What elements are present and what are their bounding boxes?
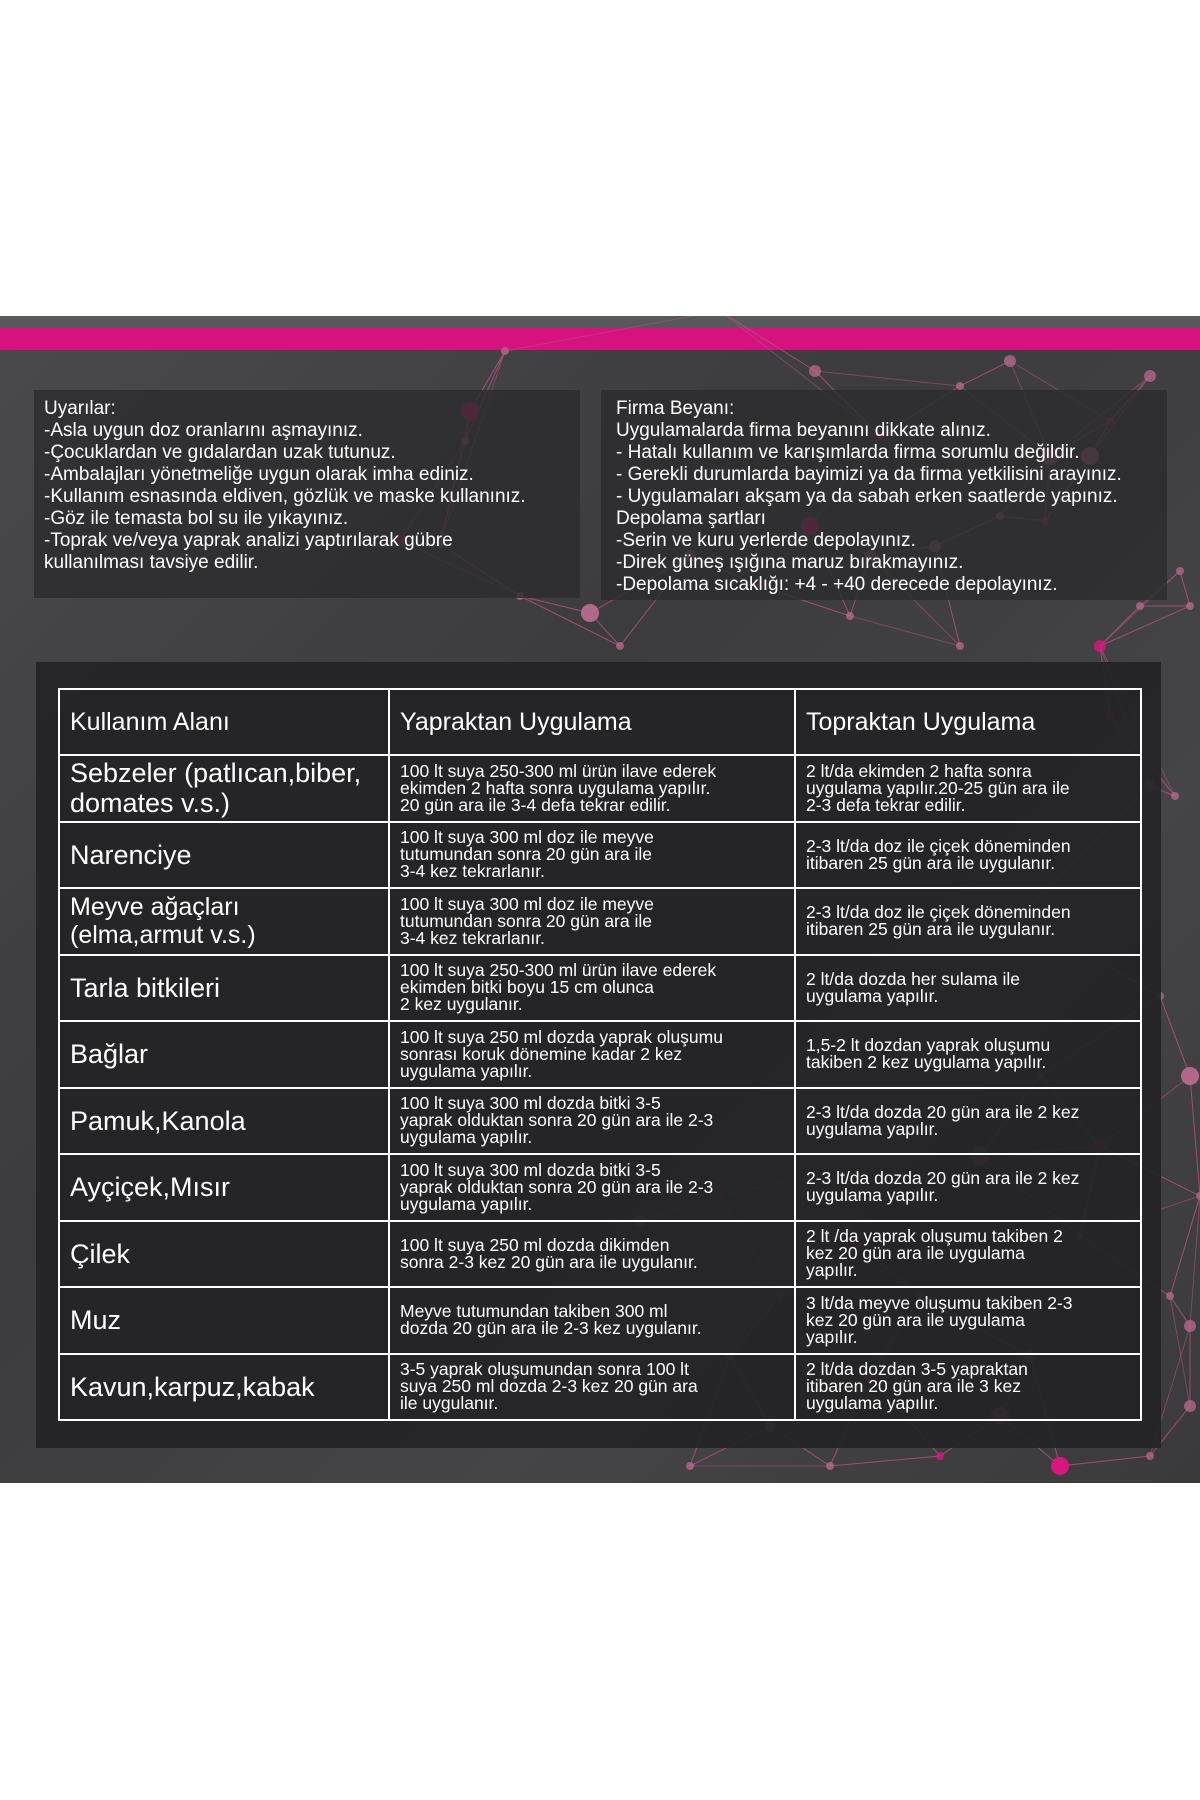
cell-line: uygulama yapılır. <box>806 1118 939 1139</box>
cell-line: ekimden 2 hafta sonra uygulama yapılır. <box>400 777 711 798</box>
network-link <box>830 1456 940 1466</box>
usage-area-cell <box>59 1154 389 1221</box>
table-row <box>59 1287 1141 1354</box>
usage-area-cell <box>59 1088 389 1155</box>
network-link <box>1170 1196 1200 1296</box>
label-panel <box>0 316 1200 1483</box>
soil-application-cell <box>795 1354 1141 1421</box>
cell-line: 2 lt/da dozda her sulama ile <box>806 968 1021 989</box>
cell-line: itibaren 20 gün ara ile 3 kez <box>806 1376 1021 1397</box>
network-node <box>581 604 599 622</box>
declaration-line: -Serin ve kuru yerlerde depolayınız. <box>616 530 916 551</box>
network-node <box>1144 370 1156 382</box>
cell-line: 2 lt /da yaprak oluşumu takiben 2 <box>806 1226 1063 1247</box>
cell-line: 3 lt/da meyve oluşumu takiben 2-3 <box>806 1292 1073 1313</box>
usage-area-cell <box>59 1221 389 1288</box>
network-node <box>1184 1400 1196 1412</box>
usage-area-cell <box>59 755 389 822</box>
network-link <box>1060 1456 1150 1466</box>
declaration-box <box>601 390 1167 600</box>
foliar-application-cell <box>389 955 795 1022</box>
cell-line: 100 lt suya 250-300 ml ürün ilave ederek <box>400 760 717 781</box>
cell-line: 100 lt suya 250 ml dozda yaprak oluşumu <box>400 1026 723 1047</box>
cell-line: Narenciye <box>70 839 192 870</box>
dosage-table <box>58 688 1142 1421</box>
network-link <box>1180 571 1190 606</box>
declaration-line: - Uygulamaları akşam ya da sabah erken saatlerde yapınız. <box>616 486 1118 507</box>
foliar-application-cell <box>389 755 795 822</box>
warning-line: -Ambalajları yönetmeliğe uygun olarak imha ediniz. <box>44 464 474 485</box>
network-link <box>1190 1196 1200 1326</box>
cell-line: 2-3 lt/da doz ile çiçek döneminden <box>806 835 1071 856</box>
foliar-application-cell <box>389 1354 795 1421</box>
soil-application-cell <box>795 1088 1141 1155</box>
cell-line: Muz <box>70 1305 122 1336</box>
cell-line: sonra 2-3 kez 20 gün ara ile uygulanır. <box>400 1251 698 1272</box>
network-node <box>936 1452 944 1460</box>
cell-line: Ayçiçek,Mısır <box>70 1172 231 1203</box>
cell-line: 3-5 yaprak oluşumundan sonra 100 lt <box>400 1359 689 1380</box>
foliar-application-cell <box>389 1021 795 1088</box>
cell-line: 3-4 kez tekrarlanır. <box>400 927 545 948</box>
cell-line: uygulama yapılır. <box>806 1185 939 1206</box>
cell-line: 2 lt/da dozdan 3-5 yapraktan <box>806 1359 1028 1380</box>
table-row <box>59 955 1141 1022</box>
table-row <box>59 1021 1141 1088</box>
warning-line: -Çocuklardan ve gıdalardan uzak tutunuz. <box>44 442 396 463</box>
warning-line: -Asla uygun doz oranlarını aşmayınız. <box>44 420 363 441</box>
foliar-application-cell <box>389 1088 795 1155</box>
network-node <box>846 612 854 620</box>
cell-line: 100 lt suya 300 ml dozda bitki 3-5 <box>400 1159 661 1180</box>
warning-line: Uyarılar: <box>44 398 116 419</box>
network-node <box>1051 1457 1069 1475</box>
network-link <box>850 616 960 646</box>
usage-area-cell <box>59 822 389 889</box>
cell-line: tutumundan sonra 20 gün ara ile <box>400 910 652 931</box>
table-row <box>59 822 1141 889</box>
network-node <box>1181 1067 1199 1085</box>
cell-line: Sebzeler (patlıcan,biber, <box>70 758 362 789</box>
cell-line: yaprak olduktan sonra 20 gün ara ile 2-3 <box>400 1110 714 1131</box>
cell-line: takiben 2 kez uygulama yapılır. <box>806 1052 1047 1073</box>
declaration-line: -Direk güneş ışığına maruz bırakmayınız. <box>616 552 964 573</box>
cell-line: yapılır. <box>806 1260 858 1281</box>
table-row <box>59 755 1141 822</box>
foliar-application-cell <box>389 1287 795 1354</box>
cell-line: Çilek <box>70 1238 131 1269</box>
cell-line: 100 lt suya 250 ml dozda dikimden <box>400 1234 670 1255</box>
usage-area-cell <box>59 1021 389 1088</box>
warning-line: kullanılması tavsiye edilir. <box>44 552 259 573</box>
network-node <box>809 365 821 377</box>
table-row <box>59 1354 1141 1421</box>
cell-line: kez 20 gün ara ile uygulama <box>806 1309 1025 1330</box>
cell-line: Meyve tutumundan takiben 300 ml <box>400 1301 668 1322</box>
cell-line: Meyve ağaçları <box>70 893 240 922</box>
network-link <box>505 316 720 351</box>
usage-area-cell <box>59 1287 389 1354</box>
table-row <box>59 1221 1141 1288</box>
soil-application-cell <box>795 1287 1141 1354</box>
network-node <box>1004 355 1016 367</box>
cell-line: 1,5-2 lt dozdan yaprak oluşumu <box>806 1035 1051 1056</box>
soil-application-cell <box>795 1221 1141 1288</box>
cell-line: 100 lt suya 300 ml doz ile meyve <box>400 893 654 914</box>
cell-line: uygulama yapılır. <box>400 1193 533 1214</box>
cell-line: uygulama yapılır. <box>400 1127 533 1148</box>
cell-line: kez 20 gün ara ile uygulama <box>806 1243 1025 1264</box>
cell-line: dozda 20 gün ara ile 2-3 kez uygulanır. <box>400 1318 702 1339</box>
table-panel <box>36 662 1161 1448</box>
cell-line: (elma,armut v.s.) <box>70 921 256 950</box>
warning-line: -Göz ile temasta bol su ile yıkayınız. <box>44 508 349 529</box>
network-node <box>1136 602 1144 610</box>
foliar-application-cell <box>389 1154 795 1221</box>
foliar-application-cell <box>389 1221 795 1288</box>
warnings-box <box>34 390 580 598</box>
warning-line: -Toprak ve/veya yaprak analizi yaptırılarak gübre <box>44 530 453 551</box>
header-foliar-application: Yapraktan Uygulama <box>389 689 795 755</box>
cell-line: suya 250 ml dozda 2-3 kez 20 gün ara <box>400 1376 698 1397</box>
table-row <box>59 888 1141 955</box>
network-node <box>1176 567 1184 575</box>
declaration-line: Uygulamalarda firma beyanını dikkate alınız. <box>616 420 991 441</box>
network-node <box>1196 1192 1200 1200</box>
network-node <box>686 1462 694 1470</box>
cell-line: 100 lt suya 250-300 ml ürün ilave ederek <box>400 960 717 981</box>
soil-application-cell <box>795 955 1141 1022</box>
network-node <box>826 1462 834 1470</box>
declaration-line: Firma Beyanı: <box>616 398 735 419</box>
network-node <box>1094 640 1106 652</box>
soil-application-cell <box>795 822 1141 889</box>
table-row <box>59 1154 1141 1221</box>
foliar-application-cell <box>389 822 795 889</box>
cell-line: domates v.s.) <box>70 788 231 819</box>
warning-line: -Kullanım esnasında eldiven, gözlük ve maske kullanınız. <box>44 486 526 507</box>
network-node <box>956 382 964 390</box>
cell-line: 100 lt suya 300 ml doz ile meyve <box>400 827 654 848</box>
soil-application-cell <box>795 888 1141 955</box>
network-link <box>1190 1076 1200 1196</box>
soil-application-cell <box>795 1154 1141 1221</box>
cell-line: 2 kez uygulanır. <box>400 994 523 1015</box>
declaration-line: - Gerekli durumlarda bayimizi ya da firma yetkilisini arayınız. <box>616 464 1122 485</box>
cell-line: ekimden bitki boyu 15 cm olunca <box>400 977 654 998</box>
cell-line: uygulama yapılır. <box>400 1060 533 1081</box>
cell-line: 100 lt suya 300 ml dozda bitki 3-5 <box>400 1093 661 1114</box>
header-usage-area: Kullanım Alanı <box>59 689 389 755</box>
network-link <box>1170 1296 1190 1406</box>
network-link <box>520 596 590 613</box>
network-link <box>815 371 960 386</box>
cell-line: uygulama yapılır. <box>806 985 939 1006</box>
cell-line: Bağlar <box>70 1039 149 1070</box>
network-node <box>956 642 964 650</box>
declaration-line: -Depolama sıcaklığı: +4 - +40 derecede depolayınız. <box>616 574 1058 595</box>
cell-line: 2-3 lt/da dozda 20 gün ara ile 2 kez <box>806 1168 1080 1189</box>
usage-area-cell <box>59 955 389 1022</box>
network-node <box>1171 792 1179 800</box>
cell-line: Tarla bitkileri <box>70 972 221 1003</box>
soil-application-cell <box>795 1021 1141 1088</box>
cell-line: 2-3 defa tekrar edilir. <box>806 794 966 815</box>
network-link <box>1100 606 1190 646</box>
cell-line: 3-4 kez tekrarlanır. <box>400 861 545 882</box>
cell-line: ile uygulanır. <box>400 1393 499 1414</box>
network-node <box>1184 1320 1196 1332</box>
network-link <box>720 316 815 371</box>
cell-line: uygulama yapılır.20-25 gün ara ile <box>806 777 1070 798</box>
table-header-row <box>59 689 1141 755</box>
cell-line: 2-3 lt/da dozda 20 gün ara ile 2 kez <box>806 1101 1080 1122</box>
cell-line: Pamuk,Kanola <box>70 1105 246 1136</box>
network-node <box>616 642 624 650</box>
network-link <box>520 596 620 646</box>
network-node <box>1146 1452 1154 1460</box>
usage-area-cell <box>59 888 389 955</box>
network-link <box>720 316 815 371</box>
cell-line: Kavun,karpuz,kabak <box>70 1371 315 1402</box>
foliar-application-cell <box>389 888 795 955</box>
soil-application-cell <box>795 755 1141 822</box>
cell-line: sonrası koruk dönemine kadar 2 kez <box>400 1043 683 1064</box>
declaration-line: Depolama şartları <box>616 508 766 529</box>
header-soil-application: Topraktan Uygulama <box>795 689 1141 755</box>
cell-line: itibaren 25 gün ara ile uygulanır. <box>806 852 1056 873</box>
network-node <box>501 347 509 355</box>
cell-line: yapılır. <box>806 1326 858 1347</box>
network-node <box>1166 1292 1174 1300</box>
usage-area-cell <box>59 1354 389 1421</box>
cell-line: 2 lt/da ekimden 2 hafta sonra <box>806 760 1032 781</box>
network-link <box>960 361 1010 386</box>
cell-line: itibaren 25 gün ara ile uygulanır. <box>806 919 1056 940</box>
cell-line: yaprak olduktan sonra 20 gün ara ile 2-3 <box>400 1176 714 1197</box>
network-link <box>1160 996 1190 1076</box>
network-node <box>1186 602 1194 610</box>
declaration-line: - Hatalı kullanım ve karışımlarda firma sorumlu değildir. <box>616 442 1080 463</box>
cell-line: 2-3 lt/da doz ile çiçek döneminden <box>806 902 1071 923</box>
table-row <box>59 1088 1141 1155</box>
cell-line: 20 gün ara ile 3-4 defa tekrar edilir. <box>400 794 671 815</box>
cell-line: tutumundan sonra 20 gün ara ile <box>400 844 652 865</box>
cell-line: uygulama yapılır. <box>806 1393 939 1414</box>
